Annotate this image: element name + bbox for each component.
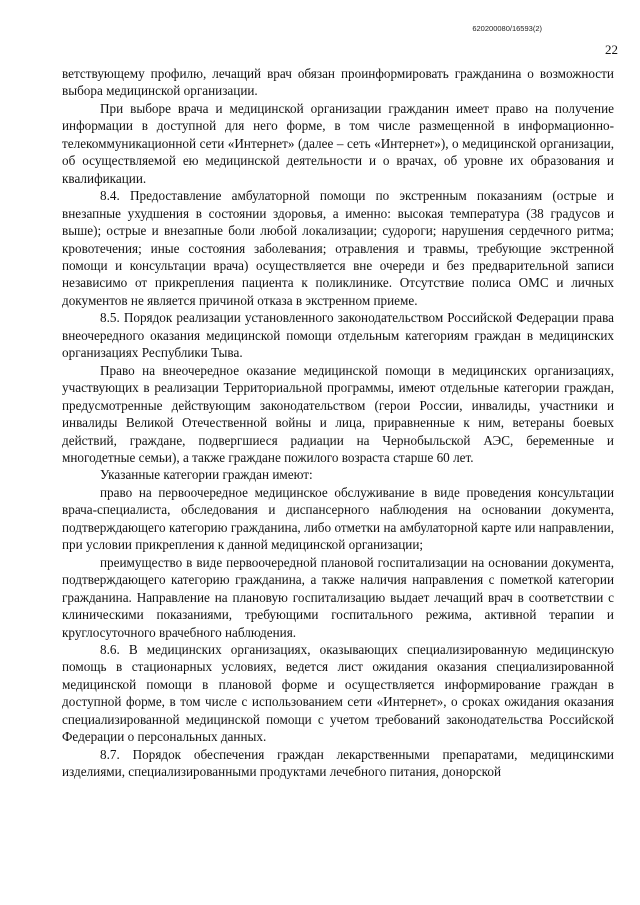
document-id: 620200080/16593(2)	[472, 24, 542, 33]
paragraph: При выборе врача и медицинской организации гражданин имеет право на получение информации в доступной для него форме, в том числе размещенной в информационно-телекоммуникационной сети «Интернет» (далее – сеть «Интернет»), о медицинской организации, об осуществляемой ею медицинской деятельности и о врачах, об уровне их образования и квалификации.	[62, 100, 614, 186]
page-number: 22	[605, 42, 618, 57]
paragraph: право на первоочередное медицинское обслуживание в виде проведения консультации врача-специалиста, обследования и диспансерного наблюдения на основании документа, подтверждающего категорию гражданина, либо отметки на амбулаторной карте или направлении, при условии прикрепления к данной медицинской организации;	[62, 484, 614, 553]
paragraph: 8.7. Порядок обеспечения граждан лекарственными препаратами, медицинскими изделиями, специализированными продуктами лечебного питания, донорской	[62, 746, 614, 780]
paragraph: 8.4. Предоставление амбулаторной помощи по экстренным показаниям (острые и внезапные ухудшения в состоянии здоровья, а именно: высокая температура (38 градусов и выше); острые и внезапные боли любой локализации; судороги; нарушения сердечного ритма; кровотечения; иные состояния заболевания; отравления и травмы, требующие экстренной помощи и консультации врача) осуществляется вне очереди и без предварительной записи независимо от прикрепления пациента к поликлинике. Отсутствие полиса ОМС и личных документов не является причиной отказа в экстренном приеме.	[62, 188, 614, 308]
paragraph: Право на внеочередное оказание медицинской помощи в медицинских организациях, участвующих в реализации Территориальной программы, имеют отдельные категории граждан, предусмотренные действующим законодательством (герои России, инвалиды, участники и инвалиды Великой Отечественной войны и лица, приравненные к ним, ветераны боевых действий, граждане, подвергшиеся радиации на Чернобыльской АЭС, беременные и многодетные семьи), а также граждане пожилого возраста старше 60 лет.	[62, 362, 614, 465]
paragraph: 8.6. В медицинских организациях, оказывающих специализированную медицинскую помощь в стационарных условиях, ведется лист ожидания оказания специализированной медицинской помощи в плановой форме и осуществляется информирование граждан в доступной форме, в том числе с использованием сети «Интернет», о сроках ожидания оказания специализированной медицинской помощи с учетом требований законодательства Российской Федерации о персональных данных.	[62, 641, 614, 745]
paragraph: ветствующему профилю, лечащий врач обязан проинформировать гражданина о возможности выбора медицинской организации.	[62, 66, 614, 99]
paragraph: Указанные категории граждан имеют:	[100, 467, 313, 483]
paragraph: 8.5. Порядок реализации установленного законодательством Российской Федерации права внеочередного оказания медицинской помощи отдельным категориям граждан в медицинских организациях Республики Тыва.	[62, 310, 614, 361]
document-body	[62, 65, 614, 781]
paragraph: преимущество в виде первоочередной плановой госпитализации на основании документа, подтверждающего категорию гражданина, а также наличия направления с пометкой категории гражданина. Направление на плановую госпитализацию выдает лечащий врач в соответствии с клиническими показаниями, требующими госпитального режима, активной терапии и круглосуточного врачебного наблюдения.	[62, 554, 614, 640]
